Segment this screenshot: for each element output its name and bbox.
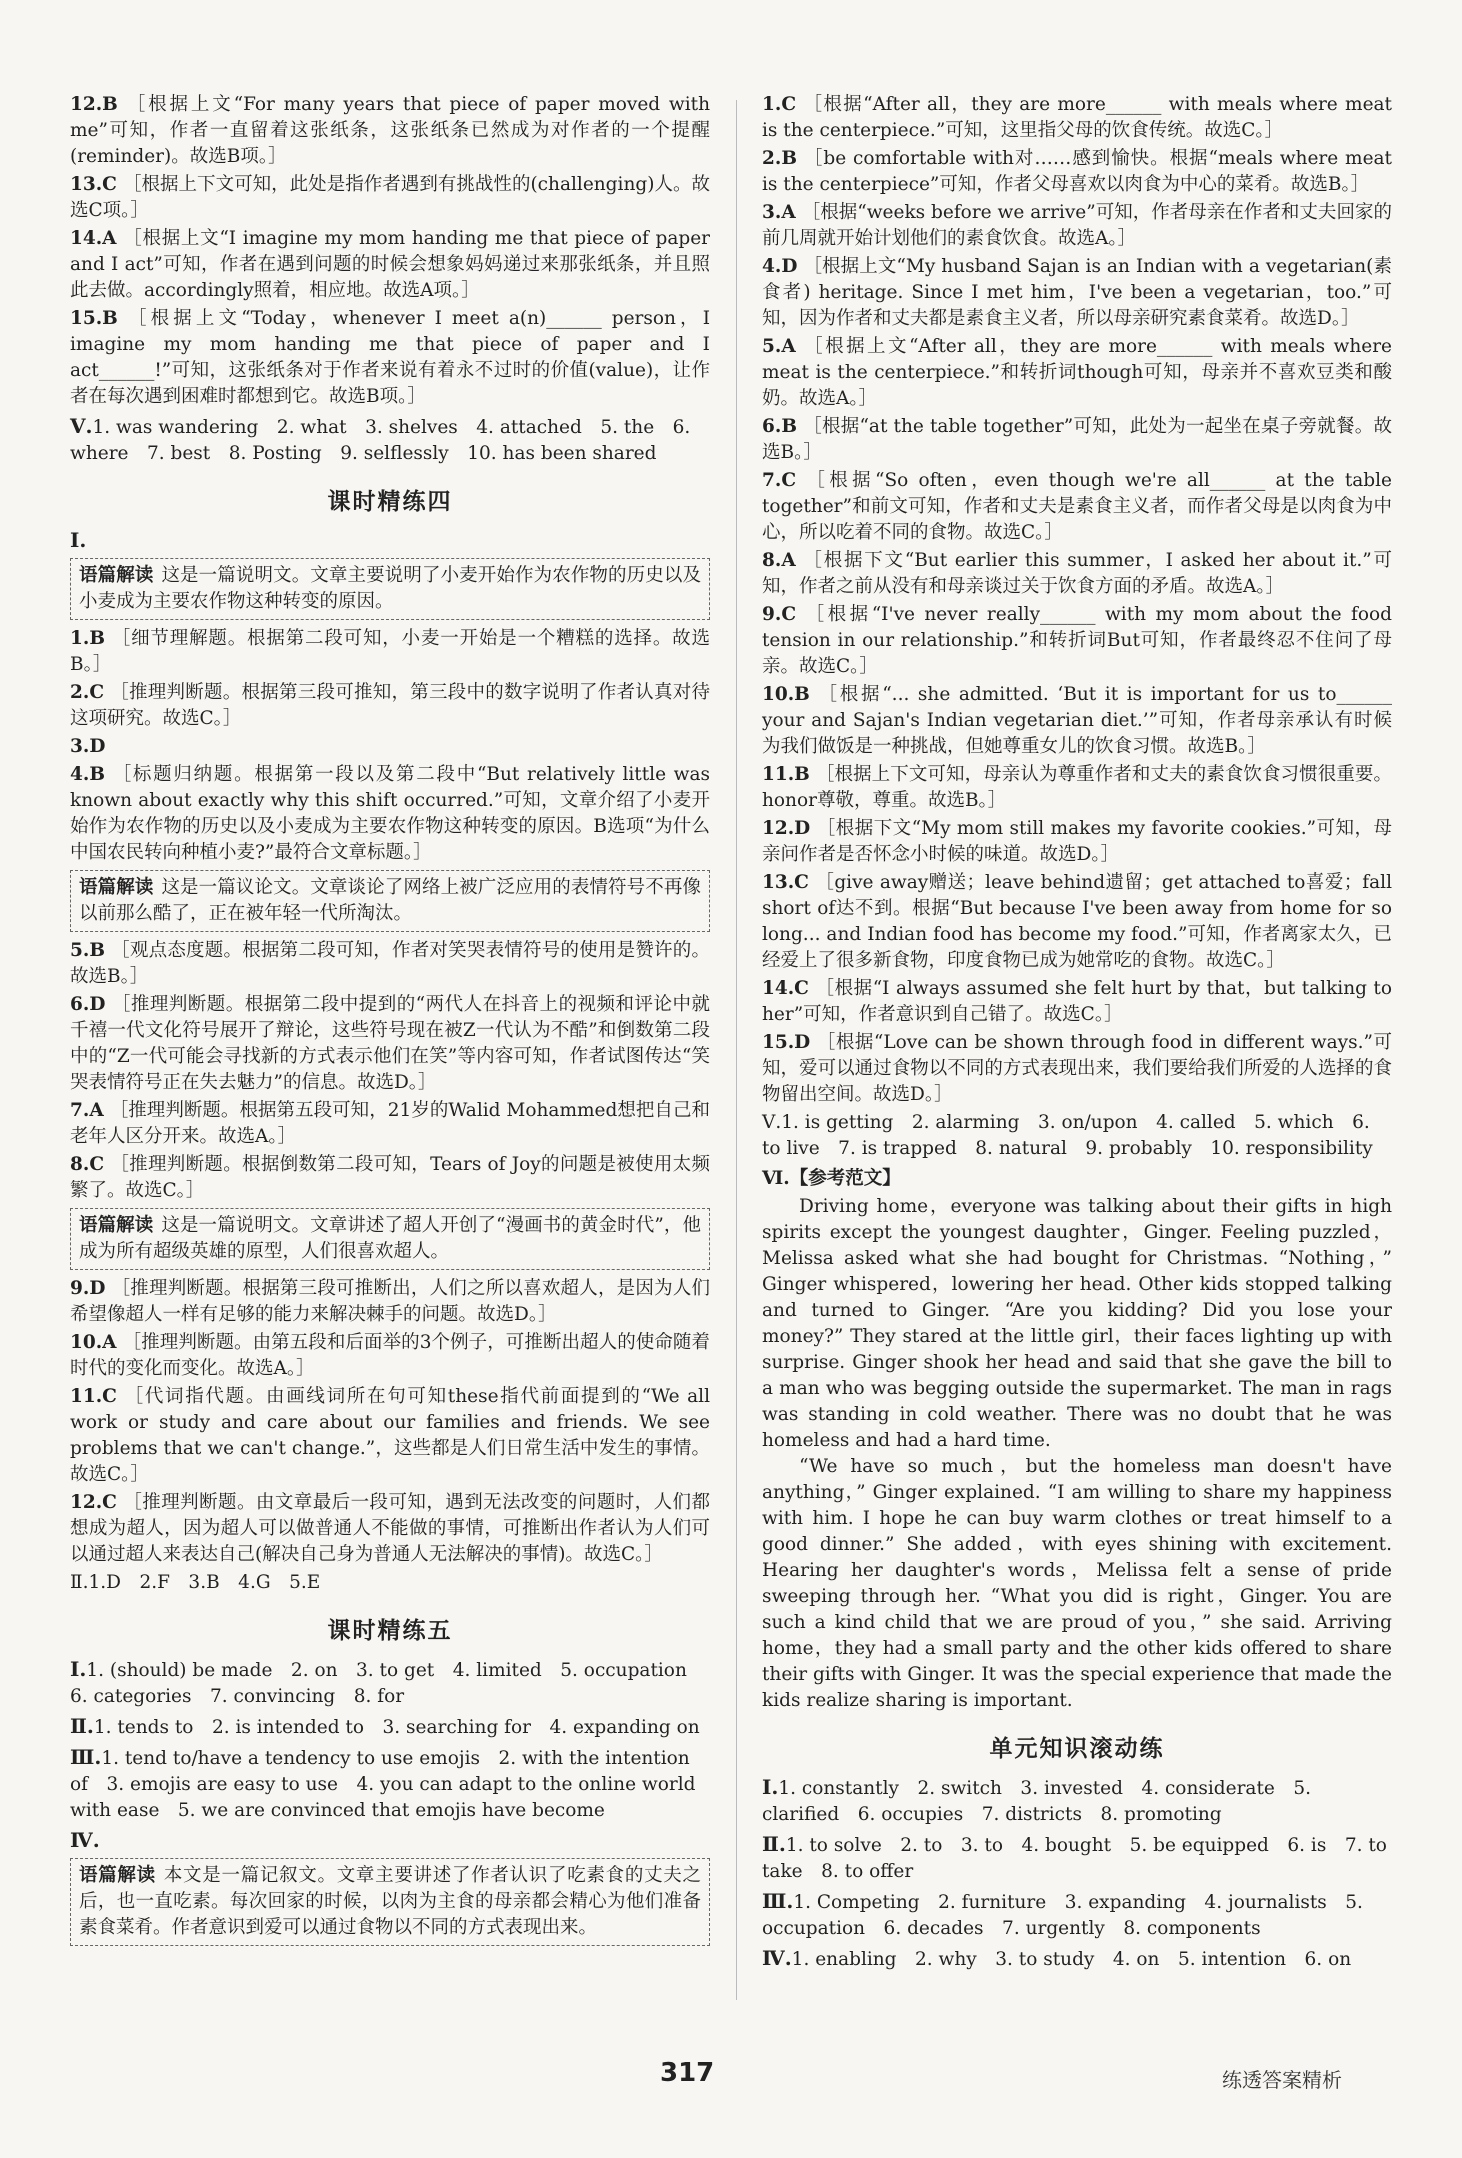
page-number: 317 bbox=[660, 2058, 715, 2088]
section4-part2-answers: Ⅱ.1.D 2.F 3.B 4.G 5.E bbox=[70, 1572, 321, 1593]
column-divider bbox=[736, 100, 737, 2000]
reading-note-box: 语篇解读 这是一篇议论文。文章谈论了网络上被广泛应用的表情符号不再像以前那么酷了，正在被年轻一代所淘汰。 bbox=[70, 870, 710, 932]
essay-paragraph: “We have so much，but the homeless man doesn't have anything，” Ginger explained. “I am willing to share my happiness with him. I hope he can buy warm clothes or treat himself to a good dinner.” She added，with eyes shining with excitement. Hearing her daughter's words，Melissa felt a sense of pride sweeping through her. “What you did is right，Ginger. You are such a kind child that we are proud of you，” she said. Arriving home，they had a small party and the other kids offered to share their gifts with Ginger. It was the special experience that made the kids realize sharing is important. bbox=[762, 1456, 1392, 1711]
answer-item: 3.D bbox=[70, 736, 106, 757]
reading-note-box: 语篇解读 这是一篇说明文。文章主要说明了小麦开始作为农作物的历史以及小麦成为主要农作物这种转变的原因。 bbox=[70, 558, 710, 620]
part5-answers: Ⅴ.1. is getting 2. alarming 3. on/upon 4. called 5. which 6. to live 7. is trapped 8. natural 9. probably 10. responsibility bbox=[762, 1112, 1373, 1159]
section4-part1-label: Ⅰ. bbox=[70, 528, 87, 552]
answer-item: 9.D ［推理判断题。根据第三段可推断出，人们之所以喜欢超人，是因为人们希望像超人一样有足够的能力来解决棘手的问题。故选D。］ bbox=[70, 1278, 710, 1325]
answer-item: 6.D ［推理判断题。根据第二段中提到的“两代人在抖音上的视频和评论中就千禧一代文化符号展开了辩论，这些符号现在被Z一代认为不酷”和倒数第二段中的“Z一代可能会寻找新的方式表示他们在笑”等内容可知，作者试图传达“笑哭表情符号正在失去魅力”的信息。故选D。］ bbox=[70, 994, 710, 1093]
section5-line: Ⅰ.1. (should) be made 2. on 3. to get 4. limited 5. occupation 6. categories 7. convincing 8. for bbox=[70, 1657, 706, 1707]
reading-note-box: 语篇解读 这是一篇说明文。文章讲述了超人开创了“漫画书的黄金时代”，他成为所有超级英雄的原型，人们很喜欢超人。 bbox=[70, 1208, 710, 1270]
essay-paragraph: Driving home，everyone was talking about their gifts in high spirits except the youngest daughter，Ginger. Feeling puzzled，Melissa asked what she had bought for Christmas. “Nothing，” Ginger whispered，lowering her head. Other kids stopped talking and turned to Ginger. “Are you kidding? Did you lose your money?” They stared at the little girl，their faces lighting up with surprise. Ginger shook her head and said that she gave the bill to a man who was begging outside the supermarket. The man in rags was standing in cold weather. There was no doubt that he was homeless and had a hard time. bbox=[762, 1196, 1392, 1451]
answer-item: 15.D ［根据“Love can be shown through food in different ways.”可知，爱可以通过食物以不同的方式表现出来，我们要给我们所爱的人选择的食物留出空间。故选D。］ bbox=[762, 1032, 1392, 1105]
sample-essay-title: Ⅵ.【参考范文】 bbox=[762, 1168, 901, 1189]
right-column bbox=[762, 92, 1392, 1975]
answer-item: 12.C ［推理判断题。由文章最后一段可知，遇到无法改变的问题时，人们都想成为超人，因为超人可以做普通人不能做的事情，可推断出作者认为人们可以通过超人来表达自己(解决自己身为普通人无法解决的事情)。故选C。］ bbox=[70, 1492, 710, 1565]
answer-item: 7.C ［根据“So often，even though we're all______ at the table together”和前文可知，作者和丈夫是素食主义者，而作者父母是以肉食为中心，所以吃着不同的食物。故选C。］ bbox=[762, 470, 1392, 543]
answer-item: 11.C ［代词指代题。由画线词所在句可知these指代前面提到的“We all work or study and care about our families and friends. We see problems that we can't change.”，这些都是人们日常生活中发生的事情。故选C。］ bbox=[70, 1386, 710, 1485]
answer-item: 12.B ［根据上文“For many years that piece of paper moved with me”可知，作者一直留着这张纸条，这张纸条已然成为对作者的一个提醒(reminder)。故选B项。］ bbox=[70, 94, 710, 167]
answer-item: 8.C ［推理判断题。根据倒数第二段可知，Tears of Joy的问题是被使用太频繁了。故选C。］ bbox=[70, 1154, 710, 1201]
section5-line: Ⅱ.1. tends to 2. is intended to 3. searching for 4. expanding on bbox=[70, 1714, 700, 1738]
answer-item: 1.C ［根据“After all，they are more______ with meals where meat is the centerpiece.”可知，这里指父母的饮食传统。故选C。］ bbox=[762, 94, 1392, 141]
prev-answers bbox=[70, 92, 710, 410]
answer-item: 5.A ［根据上文“After all，they are more______ with meals where meat is the centerpiece.”和转折词though可知，母亲并不喜欢豆类和酸奶。故选A。］ bbox=[762, 336, 1392, 409]
left-column bbox=[70, 92, 710, 1952]
answer-item: 8.A ［根据下文“But earlier this summer，I asked her about it.”可知，作者之前从没有和母亲谈过关于饮食方面的矛盾。故选A。］ bbox=[762, 550, 1392, 597]
review-line: Ⅰ.1. constantly 2. switch 3. invested 4. considerate 5. clarified 6. occupies 7. districts 8. promoting bbox=[762, 1775, 1311, 1825]
answer-item: 4.B ［标题归纳题。根据第一段以及第二段中“But relatively little was known about exactly why this shift occurred.”可知，文章介绍了小麦开始作为农作物的历史以及小麦成为主要农作物这种转变的原因。B选项“为什么中国农民转向种植小麦?”最符合文章标题。］ bbox=[70, 764, 710, 863]
section5-part4-label: Ⅳ. bbox=[70, 1828, 100, 1852]
answer-item: 14.A ［根据上文“I imagine my mom handing me that piece of paper and I act”可知，作者在遇到问题的时候会想象妈妈递过来那张纸条，并且照此去做。accordingly照着，相应地。故选A项。］ bbox=[70, 228, 710, 301]
answer-item: 3.A ［根据“weeks before we arrive”可知，作者母亲在作者和丈夫回家的前几周就开始计划他们的素食饮食。故选A。］ bbox=[762, 202, 1392, 249]
answer-item: 15.B ［根据上文“Today，whenever I meet a(n)______ person，I imagine my mom handing me that piece of paper and I act______!”可知，这张纸条对于作者来说有着永不过时的价值(value)，让作者在每次遇到困难时都想到它。故选B项。］ bbox=[70, 308, 710, 407]
answer-item: 7.A ［推理判断题。根据第五段可知，21岁的Walid Mohammed想把自己和老年人区分开来。故选A。］ bbox=[70, 1100, 710, 1147]
answer-item: 11.B ［根据上下文可知，母亲认为尊重作者和丈夫的素食饮食习惯很重要。honor尊敬，尊重。故选B。］ bbox=[762, 764, 1392, 811]
answer-item: 13.C ［give away赠送；leave behind遗留；get attached to喜爱；fall short of达不到。根据“But because I've been away from home for so long... and Indian food has become my food.”可知，作者离家太久，已经爱上了很多新食物，印度食物已成为她常吃的食物。故选C。］ bbox=[762, 872, 1392, 971]
answer-item: 13.C ［根据上下文可知，此处是指作者遇到有挑战性的(challenging)人。故选C项。］ bbox=[70, 174, 710, 221]
reading-note-box: 语篇解读 本文是一篇记叙文。文章主要讲述了作者认识了吃素食的丈夫之后，也一直吃素。每次回家的时候，以肉为主食的母亲都会精心为他们准备素食菜肴。作者意识到爱可以通过食物以不同的方式表现出来。 bbox=[70, 1858, 710, 1946]
answer-item: 9.C ［根据“I've never really______ with my mom about the food tension in our relationship.”和转折词But可知，作者最终忍不住问了母亲。故选C。］ bbox=[762, 604, 1392, 677]
answer-item: 1.B ［细节理解题。根据第二段可知，小麦一开始是一个糟糕的选择。故选B。］ bbox=[70, 628, 710, 675]
answer-item: 12.D ［根据下文“My mom still makes my favorite cookies.”可知，母亲问作者是否怀念小时候的味道。故选D。］ bbox=[762, 818, 1392, 865]
footer-label: 练透答案精析 bbox=[1222, 2068, 1342, 2092]
answer-item: 6.B ［根据“at the table together”可知，此处为一起坐在桌子旁就餐。故选B。］ bbox=[762, 416, 1392, 463]
review-line: Ⅲ.1. Competing 2. furniture 3. expanding 4. journalists 5. occupation 6. decades 7. urgently 8. components bbox=[762, 1889, 1363, 1939]
section5-line: Ⅲ.1. tend to/have a tendency to use emojis 2. with the intention of 3. emojis are easy to use 4. you can adapt to the online world with ease 5. we are convinced that emojis have become bbox=[70, 1745, 696, 1821]
part5-answers: Ⅴ.1. was wandering 2. what 3. shelves 4. attached 5. the 6. where 7. best 8. Posting 9. selflessly 10. has been shared bbox=[70, 414, 691, 464]
answer-item: 4.D ［根据上文“My husband Sajan is an Indian with a vegetarian(素食者) heritage. Since I met him，I've been a vegetarian，too.”可知，因为作者和丈夫都是素食主义者，所以母亲研究素食菜肴。故选D。］ bbox=[762, 256, 1392, 329]
answer-item: 10.A ［推理判断题。由第五段和后面举的3个例子，可推断出超人的使命随着时代的变化而变化。故选A。］ bbox=[70, 1332, 710, 1379]
review-line: Ⅳ.1. enabling 2. why 3. to study 4. on 5. intention 6. on bbox=[762, 1946, 1352, 1970]
answer-item: 14.C ［根据“I always assumed she felt hurt by that，but talking to her”可知，作者意识到自己错了。故选C。］ bbox=[762, 978, 1392, 1025]
answer-item: 2.B ［be comfortable with对……感到愉快。根据“meals where meat is the centerpiece”可知，作者父母喜欢以肉食为中心的菜肴。故选B。］ bbox=[762, 148, 1392, 195]
answer-item: 5.B ［观点态度题。根据第二段可知，作者对笑哭表情符号的使用是赞许的。故选B。］ bbox=[70, 940, 710, 987]
review-title: 单元知识滚动练 bbox=[989, 1736, 1165, 1762]
answer-item: 10.B ［根据“... she admitted. ‘But it is important for us to______ your and Sajan's Indian vegetarian diet.’”可知，作者母亲承认有时候为我们做饭是一种挑战，但她尊重女儿的饮食习惯。故选B。］ bbox=[762, 684, 1392, 757]
review-line: Ⅱ.1. to solve 2. to 3. to 4. bought 5. be equipped 6. is 7. to take 8. to offer bbox=[762, 1832, 1387, 1882]
answer-item: 2.C ［推理判断题。根据第三段可推知，第三段中的数字说明了作者认真对待这项研究。故选C。］ bbox=[70, 682, 710, 729]
section5-title: 课时精练五 bbox=[327, 1618, 453, 1644]
section4-title: 课时精练四 bbox=[327, 489, 453, 515]
